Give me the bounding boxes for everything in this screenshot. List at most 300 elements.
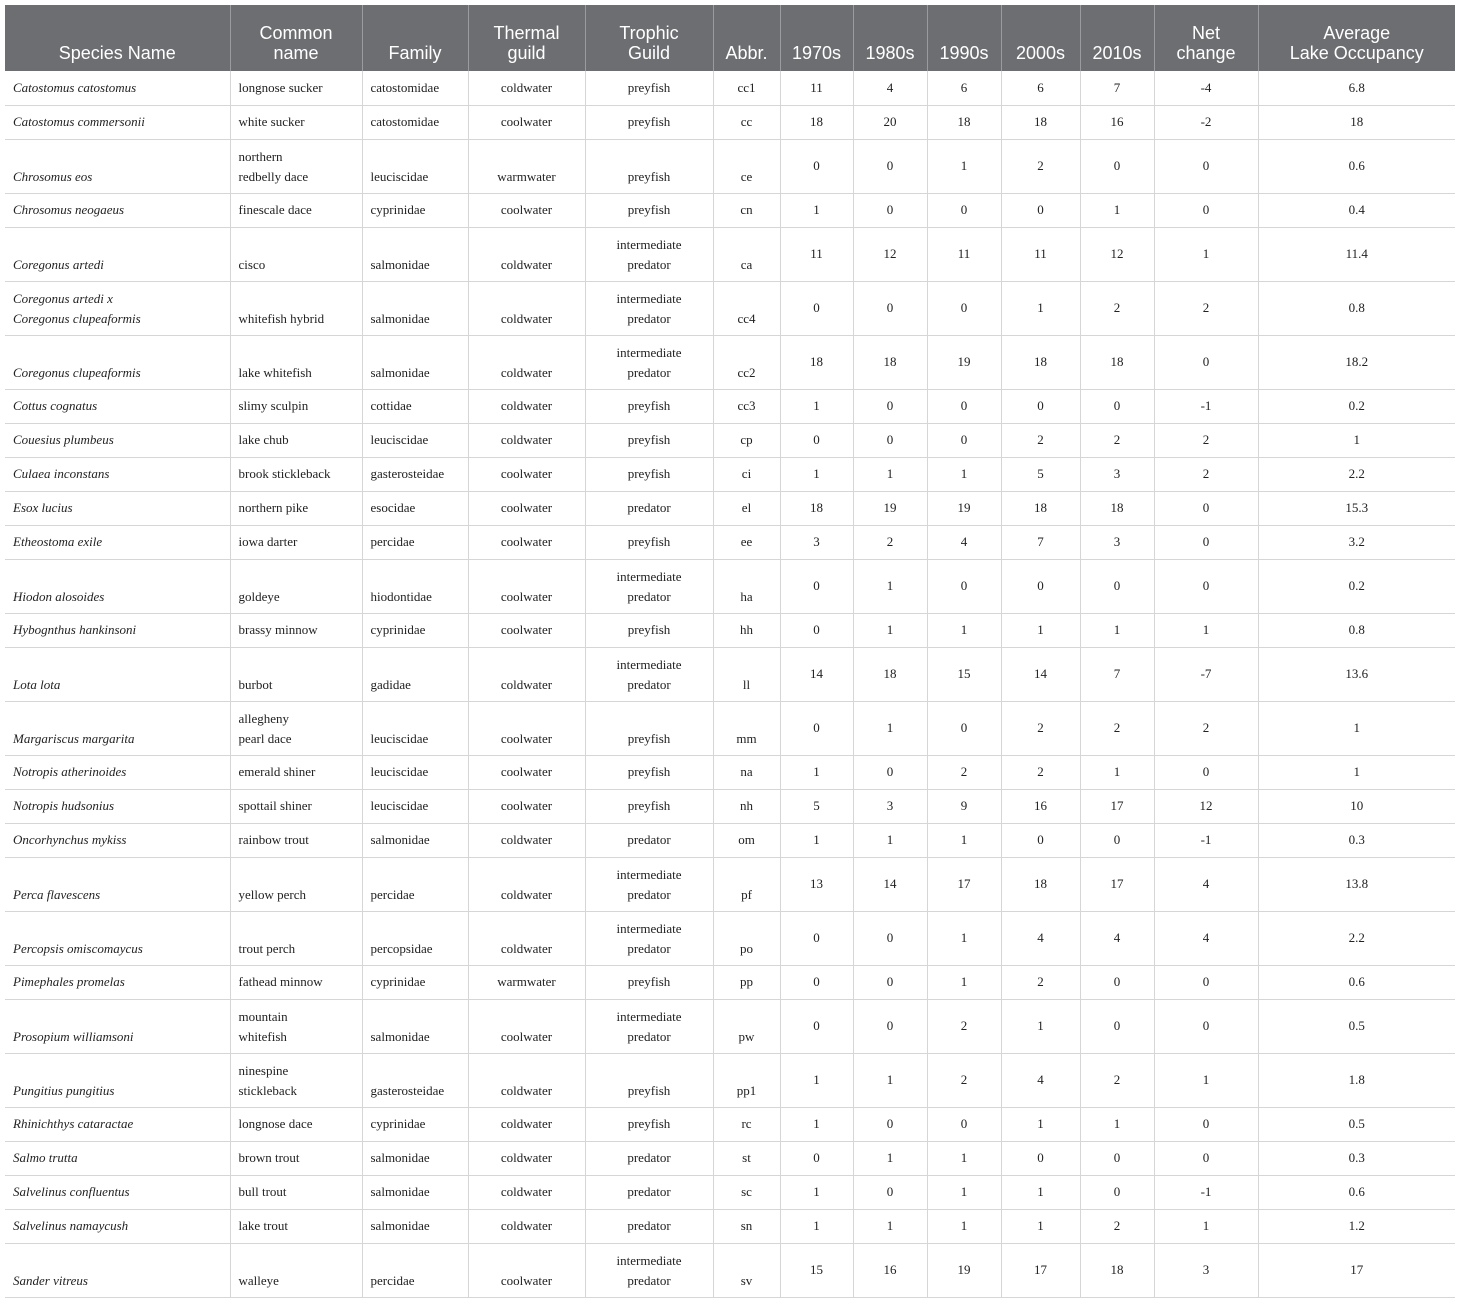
count-1990s-cell: 18 (927, 105, 1001, 139)
trophic-guild-cell: preyfish (585, 105, 713, 139)
count-1980s-cell: 1 (853, 1141, 927, 1175)
common-name-cell: lake whitefish (230, 335, 362, 389)
net-change-cell: 0 (1154, 491, 1258, 525)
count-1970s-cell: 0 (780, 281, 853, 335)
count-1990s-cell: 17 (927, 857, 1001, 911)
common-name-cell: fathead minnow (230, 965, 362, 999)
count-1980s-cell: 1 (853, 701, 927, 755)
count-2010s-cell: 1 (1080, 1107, 1154, 1141)
count-1980s-cell: 0 (853, 193, 927, 227)
count-2010s-cell: 2 (1080, 1209, 1154, 1243)
net-change-cell: 0 (1154, 999, 1258, 1053)
trophic-guild-cell: intermediate predator (585, 999, 713, 1053)
common-name-cell: walleye (230, 1243, 362, 1297)
table-row (5, 999, 1455, 1053)
family-cell: salmonidae (362, 281, 468, 335)
count-1990s-cell: 0 (927, 389, 1001, 423)
table-row (5, 281, 1455, 335)
count-1970s-cell: 1 (780, 1107, 853, 1141)
header-row (5, 5, 1455, 71)
count-1970s-cell: 15 (780, 1243, 853, 1297)
table-row (5, 1243, 1455, 1297)
trophic-guild-cell: preyfish (585, 965, 713, 999)
abbr-cell: cc2 (713, 335, 780, 389)
thermal-guild-cell: coolwater (468, 701, 585, 755)
net-change-cell: 0 (1154, 559, 1258, 613)
count-1970s-cell: 1 (780, 1175, 853, 1209)
average-occupancy-cell: 0.6 (1258, 965, 1455, 999)
species-occupancy-table (5, 5, 1455, 1298)
average-occupancy-cell: 13.8 (1258, 857, 1455, 911)
trophic-guild-cell: preyfish (585, 613, 713, 647)
table-row (5, 139, 1455, 193)
common-name-cell: goldeye (230, 559, 362, 613)
table-row (5, 105, 1455, 139)
count-1980s-cell: 0 (853, 1175, 927, 1209)
trophic-guild-cell: intermediate predator (585, 647, 713, 701)
common-name-cell: brown trout (230, 1141, 362, 1175)
count-2010s-cell: 3 (1080, 457, 1154, 491)
count-2010s-cell: 7 (1080, 71, 1154, 105)
count-1990s-cell: 15 (927, 647, 1001, 701)
count-2000s-cell: 0 (1001, 389, 1080, 423)
family-cell: esocidae (362, 491, 468, 525)
net-change-cell: 0 (1154, 755, 1258, 789)
common-name-cell: slimy sculpin (230, 389, 362, 423)
thermal-guild-cell: coldwater (468, 911, 585, 965)
trophic-guild-cell: preyfish (585, 457, 713, 491)
family-cell: cyprinidae (362, 1107, 468, 1141)
family-cell: percopsidae (362, 911, 468, 965)
count-2000s-cell: 14 (1001, 647, 1080, 701)
trophic-guild-cell: preyfish (585, 389, 713, 423)
thermal-guild-cell: coolwater (468, 525, 585, 559)
count-1970s-cell: 11 (780, 71, 853, 105)
header-family: Family (362, 5, 468, 71)
count-2010s-cell: 1 (1080, 193, 1154, 227)
thermal-guild-cell: warmwater (468, 965, 585, 999)
header-species-name: Species Name (5, 5, 230, 71)
average-occupancy-cell: 0.2 (1258, 389, 1455, 423)
count-2000s-cell: 6 (1001, 71, 1080, 105)
count-1980s-cell: 0 (853, 139, 927, 193)
common-name-cell: northern pike (230, 491, 362, 525)
common-name-cell: allegheny pearl dace (230, 701, 362, 755)
table-row (5, 423, 1455, 457)
thermal-guild-cell: coldwater (468, 1209, 585, 1243)
abbr-cell: pf (713, 857, 780, 911)
common-name-cell: emerald shiner (230, 755, 362, 789)
average-occupancy-cell: 1.2 (1258, 1209, 1455, 1243)
common-name-cell: whitefish hybrid (230, 281, 362, 335)
count-1980s-cell: 0 (853, 389, 927, 423)
count-1980s-cell: 1 (853, 559, 927, 613)
table-row (5, 525, 1455, 559)
trophic-guild-cell: preyfish (585, 701, 713, 755)
count-1970s-cell: 18 (780, 335, 853, 389)
table-row (5, 701, 1455, 755)
species-name-cell: Percopsis omiscomaycus (5, 911, 230, 965)
abbr-cell: ha (713, 559, 780, 613)
table-row (5, 193, 1455, 227)
species-name-cell: Couesius plumbeus (5, 423, 230, 457)
family-cell: salmonidae (362, 335, 468, 389)
count-1970s-cell: 1 (780, 193, 853, 227)
net-change-cell: 0 (1154, 525, 1258, 559)
count-2000s-cell: 1 (1001, 1209, 1080, 1243)
count-2000s-cell: 7 (1001, 525, 1080, 559)
header-abbr: Abbr. (713, 5, 780, 71)
trophic-guild-cell: preyfish (585, 525, 713, 559)
family-cell: cyprinidae (362, 965, 468, 999)
count-1980s-cell: 0 (853, 423, 927, 457)
count-1990s-cell: 1 (927, 1141, 1001, 1175)
count-1970s-cell: 0 (780, 559, 853, 613)
common-name-cell: lake chub (230, 423, 362, 457)
table-row (5, 1141, 1455, 1175)
family-cell: salmonidae (362, 823, 468, 857)
average-occupancy-cell: 1 (1258, 701, 1455, 755)
thermal-guild-cell: coldwater (468, 389, 585, 423)
average-occupancy-cell: 10 (1258, 789, 1455, 823)
family-cell: gasterosteidae (362, 1053, 468, 1107)
common-name-cell: white sucker (230, 105, 362, 139)
count-1980s-cell: 4 (853, 71, 927, 105)
count-2010s-cell: 0 (1080, 389, 1154, 423)
average-occupancy-cell: 1 (1258, 423, 1455, 457)
count-2010s-cell: 0 (1080, 1141, 1154, 1175)
table-row (5, 491, 1455, 525)
count-2010s-cell: 2 (1080, 701, 1154, 755)
abbr-cell: cc4 (713, 281, 780, 335)
thermal-guild-cell: coldwater (468, 335, 585, 389)
species-name-cell: Pungitius pungitius (5, 1053, 230, 1107)
average-occupancy-cell: 13.6 (1258, 647, 1455, 701)
species-name-cell: Sander vitreus (5, 1243, 230, 1297)
count-2010s-cell: 12 (1080, 227, 1154, 281)
trophic-guild-cell: predator (585, 1175, 713, 1209)
count-1980s-cell: 0 (853, 755, 927, 789)
net-change-cell: 1 (1154, 613, 1258, 647)
abbr-cell: ce (713, 139, 780, 193)
average-occupancy-cell: 2.2 (1258, 457, 1455, 491)
count-2010s-cell: 0 (1080, 823, 1154, 857)
table-row (5, 613, 1455, 647)
count-1990s-cell: 1 (927, 823, 1001, 857)
count-1980s-cell: 1 (853, 1209, 927, 1243)
family-cell: cyprinidae (362, 613, 468, 647)
count-1980s-cell: 1 (853, 457, 927, 491)
trophic-guild-cell: intermediate predator (585, 227, 713, 281)
thermal-guild-cell: coolwater (468, 559, 585, 613)
trophic-guild-cell: predator (585, 1141, 713, 1175)
count-1970s-cell: 5 (780, 789, 853, 823)
table-body (5, 71, 1455, 1297)
header-thermal-guild: Thermal guild (468, 5, 585, 71)
count-1990s-cell: 6 (927, 71, 1001, 105)
species-name-cell: Lota lota (5, 647, 230, 701)
average-occupancy-cell: 0.6 (1258, 1175, 1455, 1209)
count-2000s-cell: 2 (1001, 701, 1080, 755)
net-change-cell: 4 (1154, 911, 1258, 965)
trophic-guild-cell: preyfish (585, 71, 713, 105)
count-2000s-cell: 2 (1001, 965, 1080, 999)
table-row (5, 911, 1455, 965)
thermal-guild-cell: coldwater (468, 281, 585, 335)
thermal-guild-cell: coolwater (468, 613, 585, 647)
thermal-guild-cell: coldwater (468, 423, 585, 457)
trophic-guild-cell: predator (585, 823, 713, 857)
count-2000s-cell: 18 (1001, 857, 1080, 911)
count-1980s-cell: 2 (853, 525, 927, 559)
average-occupancy-cell: 15.3 (1258, 491, 1455, 525)
table-row (5, 1053, 1455, 1107)
net-change-cell: -1 (1154, 823, 1258, 857)
table-row (5, 389, 1455, 423)
count-1990s-cell: 2 (927, 999, 1001, 1053)
abbr-cell: ll (713, 647, 780, 701)
common-name-cell: trout perch (230, 911, 362, 965)
family-cell: salmonidae (362, 1141, 468, 1175)
count-1970s-cell: 0 (780, 139, 853, 193)
header-2000s: 2000s (1001, 5, 1080, 71)
trophic-guild-cell: intermediate predator (585, 281, 713, 335)
count-1990s-cell: 9 (927, 789, 1001, 823)
count-1980s-cell: 0 (853, 281, 927, 335)
family-cell: hiodontidae (362, 559, 468, 613)
family-cell: leuciscidae (362, 701, 468, 755)
net-change-cell: 1 (1154, 1209, 1258, 1243)
species-name-cell: Culaea inconstans (5, 457, 230, 491)
net-change-cell: 2 (1154, 457, 1258, 491)
trophic-guild-cell: intermediate predator (585, 335, 713, 389)
average-occupancy-cell: 3.2 (1258, 525, 1455, 559)
count-1970s-cell: 14 (780, 647, 853, 701)
species-name-cell: Salmo trutta (5, 1141, 230, 1175)
count-2010s-cell: 4 (1080, 911, 1154, 965)
table-row (5, 823, 1455, 857)
count-2000s-cell: 16 (1001, 789, 1080, 823)
count-2000s-cell: 0 (1001, 559, 1080, 613)
thermal-guild-cell: coolwater (468, 789, 585, 823)
count-1970s-cell: 0 (780, 999, 853, 1053)
species-name-cell: Salvelinus namaycush (5, 1209, 230, 1243)
abbr-cell: sn (713, 1209, 780, 1243)
count-1970s-cell: 18 (780, 491, 853, 525)
family-cell: salmonidae (362, 999, 468, 1053)
species-name-cell: Pimephales promelas (5, 965, 230, 999)
species-name-cell: Oncorhynchus mykiss (5, 823, 230, 857)
average-occupancy-cell: 1 (1258, 755, 1455, 789)
common-name-cell: longnose sucker (230, 71, 362, 105)
thermal-guild-cell: coldwater (468, 823, 585, 857)
count-2010s-cell: 0 (1080, 559, 1154, 613)
count-2000s-cell: 1 (1001, 999, 1080, 1053)
abbr-cell: hh (713, 613, 780, 647)
family-cell: leuciscidae (362, 755, 468, 789)
count-1970s-cell: 1 (780, 1053, 853, 1107)
family-cell: salmonidae (362, 1175, 468, 1209)
common-name-cell: iowa darter (230, 525, 362, 559)
count-1990s-cell: 0 (927, 281, 1001, 335)
average-occupancy-cell: 0.3 (1258, 1141, 1455, 1175)
count-1990s-cell: 19 (927, 335, 1001, 389)
abbr-cell: rc (713, 1107, 780, 1141)
common-name-cell: spottail shiner (230, 789, 362, 823)
family-cell: percidae (362, 1243, 468, 1297)
trophic-guild-cell: predator (585, 491, 713, 525)
count-1970s-cell: 13 (780, 857, 853, 911)
count-1990s-cell: 0 (927, 423, 1001, 457)
average-occupancy-cell: 0.4 (1258, 193, 1455, 227)
count-2010s-cell: 16 (1080, 105, 1154, 139)
thermal-guild-cell: coldwater (468, 71, 585, 105)
trophic-guild-cell: preyfish (585, 789, 713, 823)
family-cell: salmonidae (362, 227, 468, 281)
average-occupancy-cell: 6.8 (1258, 71, 1455, 105)
thermal-guild-cell: warmwater (468, 139, 585, 193)
net-change-cell: 2 (1154, 423, 1258, 457)
common-name-cell: northern redbelly dace (230, 139, 362, 193)
count-1990s-cell: 1 (927, 911, 1001, 965)
common-name-cell: rainbow trout (230, 823, 362, 857)
thermal-guild-cell: coolwater (468, 1243, 585, 1297)
net-change-cell: 0 (1154, 1141, 1258, 1175)
table-row (5, 227, 1455, 281)
family-cell: leuciscidae (362, 789, 468, 823)
count-2000s-cell: 1 (1001, 281, 1080, 335)
thermal-guild-cell: coolwater (468, 999, 585, 1053)
net-change-cell: 2 (1154, 281, 1258, 335)
count-1970s-cell: 0 (780, 965, 853, 999)
count-1990s-cell: 19 (927, 1243, 1001, 1297)
count-2010s-cell: 17 (1080, 857, 1154, 911)
table-row (5, 1209, 1455, 1243)
count-1990s-cell: 0 (927, 193, 1001, 227)
table-row (5, 965, 1455, 999)
abbr-cell: ee (713, 525, 780, 559)
thermal-guild-cell: coldwater (468, 1141, 585, 1175)
abbr-cell: po (713, 911, 780, 965)
average-occupancy-cell: 0.5 (1258, 999, 1455, 1053)
species-name-cell: Perca flavescens (5, 857, 230, 911)
trophic-guild-cell: preyfish (585, 423, 713, 457)
net-change-cell: -4 (1154, 71, 1258, 105)
table-row (5, 335, 1455, 389)
abbr-cell: ci (713, 457, 780, 491)
count-1990s-cell: 2 (927, 755, 1001, 789)
species-name-cell: Catostomus catostomus (5, 71, 230, 105)
count-1980s-cell: 3 (853, 789, 927, 823)
count-2000s-cell: 1 (1001, 613, 1080, 647)
count-1970s-cell: 1 (780, 389, 853, 423)
net-change-cell: 0 (1154, 1107, 1258, 1141)
abbr-cell: cn (713, 193, 780, 227)
abbr-cell: pp (713, 965, 780, 999)
count-1990s-cell: 0 (927, 559, 1001, 613)
count-2010s-cell: 18 (1080, 1243, 1154, 1297)
abbr-cell: nh (713, 789, 780, 823)
count-2000s-cell: 0 (1001, 1141, 1080, 1175)
abbr-cell: st (713, 1141, 780, 1175)
species-name-cell: Notropis atherinoides (5, 755, 230, 789)
count-2000s-cell: 2 (1001, 139, 1080, 193)
count-2000s-cell: 0 (1001, 823, 1080, 857)
family-cell: cyprinidae (362, 193, 468, 227)
family-cell: percidae (362, 857, 468, 911)
abbr-cell: cc1 (713, 71, 780, 105)
family-cell: gasterosteidae (362, 457, 468, 491)
count-1990s-cell: 1 (927, 139, 1001, 193)
count-2010s-cell: 0 (1080, 999, 1154, 1053)
thermal-guild-cell: coldwater (468, 1053, 585, 1107)
species-name-cell: Coregonus clupeaformis (5, 335, 230, 389)
count-2000s-cell: 11 (1001, 227, 1080, 281)
net-change-cell: -2 (1154, 105, 1258, 139)
net-change-cell: 2 (1154, 701, 1258, 755)
net-change-cell: -7 (1154, 647, 1258, 701)
header-1990s: 1990s (927, 5, 1001, 71)
average-occupancy-cell: 0.5 (1258, 1107, 1455, 1141)
thermal-guild-cell: coolwater (468, 491, 585, 525)
table-row (5, 789, 1455, 823)
thermal-guild-cell: coolwater (468, 457, 585, 491)
count-1990s-cell: 11 (927, 227, 1001, 281)
common-name-cell: finescale dace (230, 193, 362, 227)
count-1970s-cell: 1 (780, 823, 853, 857)
count-1970s-cell: 18 (780, 105, 853, 139)
count-2010s-cell: 1 (1080, 613, 1154, 647)
count-2010s-cell: 3 (1080, 525, 1154, 559)
net-change-cell: 1 (1154, 227, 1258, 281)
net-change-cell: 0 (1154, 193, 1258, 227)
common-name-cell: brook stickleback (230, 457, 362, 491)
abbr-cell: pw (713, 999, 780, 1053)
count-1990s-cell: 4 (927, 525, 1001, 559)
common-name-cell: brassy minnow (230, 613, 362, 647)
count-1990s-cell: 1 (927, 1175, 1001, 1209)
table-row (5, 457, 1455, 491)
count-1970s-cell: 0 (780, 1141, 853, 1175)
average-occupancy-cell: 0.6 (1258, 139, 1455, 193)
abbr-cell: pp1 (713, 1053, 780, 1107)
species-name-cell: Chrosomus eos (5, 139, 230, 193)
count-2010s-cell: 1 (1080, 755, 1154, 789)
average-occupancy-cell: 18 (1258, 105, 1455, 139)
trophic-guild-cell: intermediate predator (585, 857, 713, 911)
header-common-name: Common name (230, 5, 362, 71)
common-name-cell: lake trout (230, 1209, 362, 1243)
count-2010s-cell: 18 (1080, 491, 1154, 525)
net-change-cell: -1 (1154, 389, 1258, 423)
species-name-cell: Coregonus artedi (5, 227, 230, 281)
common-name-cell: ninespine stickleback (230, 1053, 362, 1107)
count-2010s-cell: 17 (1080, 789, 1154, 823)
table-row (5, 647, 1455, 701)
count-1970s-cell: 1 (780, 1209, 853, 1243)
count-2010s-cell: 0 (1080, 1175, 1154, 1209)
count-2000s-cell: 18 (1001, 335, 1080, 389)
header-2010s: 2010s (1080, 5, 1154, 71)
count-2000s-cell: 17 (1001, 1243, 1080, 1297)
count-1990s-cell: 1 (927, 457, 1001, 491)
count-2000s-cell: 2 (1001, 755, 1080, 789)
trophic-guild-cell: preyfish (585, 139, 713, 193)
net-change-cell: 1 (1154, 1053, 1258, 1107)
thermal-guild-cell: coldwater (468, 1107, 585, 1141)
abbr-cell: cc (713, 105, 780, 139)
abbr-cell: mm (713, 701, 780, 755)
